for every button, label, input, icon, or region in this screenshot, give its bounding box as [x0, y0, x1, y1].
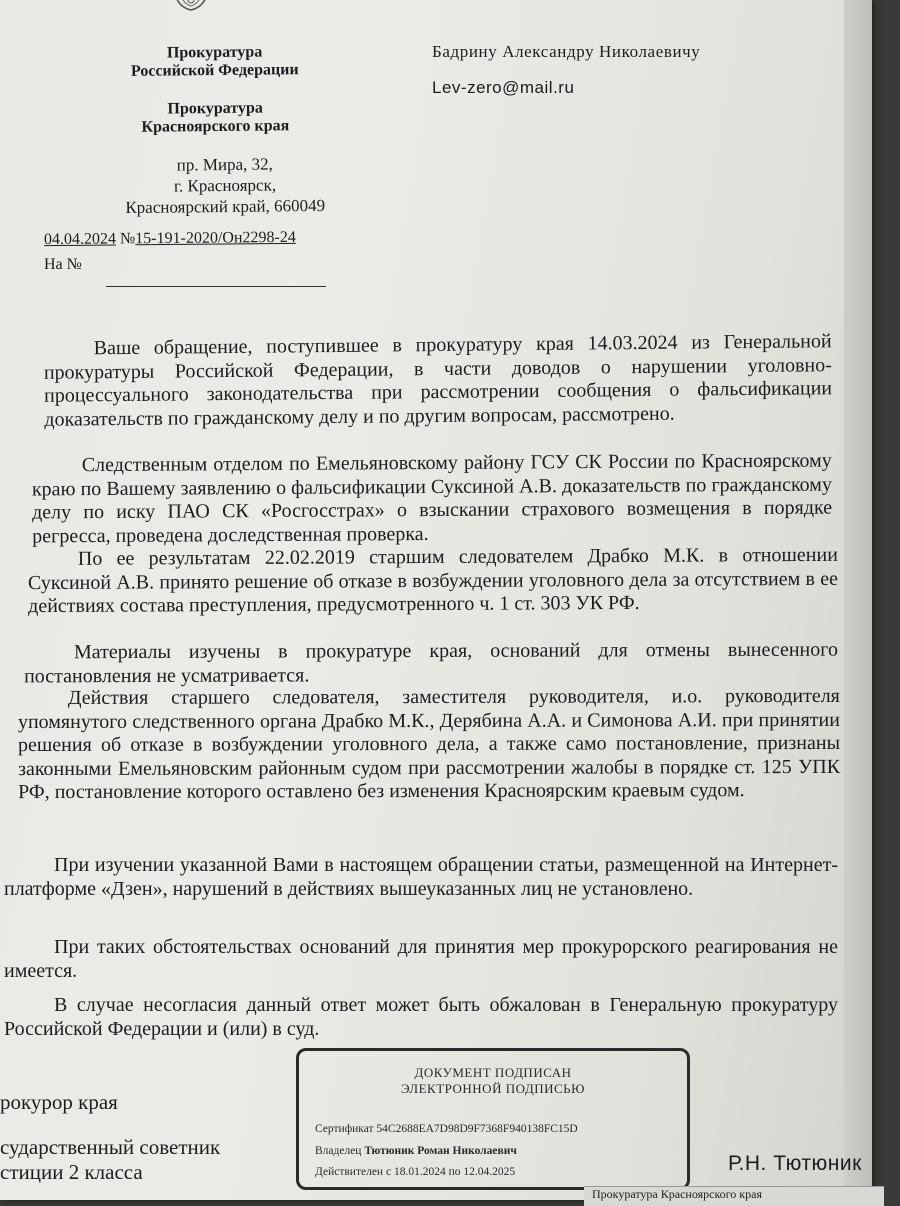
e-signature-stamp [296, 1048, 690, 1190]
address-line2: г. Красноярск, [173, 175, 277, 196]
recipient-name: Бадрину Александру Николаевичу [432, 42, 701, 61]
stamp-certificate: Сертификат 54C2688EA7D98D9F7368F940138FC15D [315, 1123, 578, 1135]
sender-address [80, 152, 371, 218]
body-paragraph: Ваше обращение, поступившее в прокуратуру края 14.03.2024 из Генеральной прокуратуры Российской Федерации, в части доводов о нарушении уголовно-процессуального законодательства при рассмотрении сообщения о фальсификации доказательств по гражданскому делу и по другим вопросам, рассмотрено. [43, 330, 833, 431]
recipient-email: Lev-zero@mail.ru [432, 78, 575, 97]
address-line3: Красноярский край, 660049 [125, 195, 326, 218]
signer-name: Р.Н. Тютюник [728, 1152, 862, 1175]
signatory-position: рокурор края [0, 1090, 118, 1114]
sender-org1-line2: Российской Федерации [130, 61, 299, 80]
emblem-icon [166, 0, 216, 28]
registration-line [44, 229, 296, 249]
stamp-line1: ДОКУМЕНТ ПОДПИСАН [414, 1065, 572, 1080]
sender-org2-line1: Прокуратура [167, 99, 263, 118]
signatory-rank-line1: сударственный советник [0, 1135, 221, 1159]
body-paragraph: Следственным отделом по Емельяновскому району ГСУ СК России по Красноярскому краю по Вашему заявлению о фальсификации Суксиной А.В. доказательств по гражданскому делу по иску ПАО СК «Росгосстрах» о взыскании страхового возмещения в порядке регресса, проведена доследственная проверка. [31, 449, 833, 547]
body-paragraph: В случае несогласия данный ответ может быть обжалован в Генеральную прокуратуру Российской Федерации и (или) в суд. [4, 994, 838, 1040]
body-paragraph: При таких обстоятельствах оснований для принятия мер прокурорского реагирования не имеется. [4, 936, 838, 982]
registration-number-prefix: № [119, 230, 136, 248]
reference-label: На № [44, 256, 82, 273]
body-paragraph: Материалы изучены в прокуратуре края, оснований для отмены вынесенного постановления не усматривается. [24, 638, 838, 687]
sender-block [80, 43, 351, 138]
stamp-owner: Владелец Тютюник Роман Николаевич [315, 1145, 517, 1157]
body-paragraph: По ее результатам 22.02.2019 старшим следователем Драбко М.К. в отношении Суксиной А.В. принято решение об отказе в возбуждении уголовного дела за отсутствием в ее действиях состава преступления, предусмотренного ч. 1 ст. 303 УК РФ. [27, 543, 839, 618]
sheet-edge-shadow [844, 0, 872, 1200]
stamp-line2: ЭЛЕКТРОННОЙ ПОДПИСЬЮ [401, 1081, 585, 1096]
signatory-rank-line2: стиции 2 класса [0, 1160, 143, 1184]
registration-number: 15-191-2020/Он2298-24 [135, 228, 296, 248]
address-line1: пр. Мира, 32, [176, 154, 273, 175]
reference-blank-line [106, 286, 326, 287]
registration-date: 04.04.2024 [43, 230, 117, 249]
body-paragraph: При изучении указанной Вами в настоящем обращении статьи, размещенной на Интернет-платформе «Дзен», нарушений в действиях вышеуказанных лиц не установлено. [4, 854, 838, 900]
stamp-validity: Действителен с 18.01.2024 по 12.04.2025 [315, 1166, 516, 1178]
sender-org1-line1: Прокуратура [166, 43, 263, 62]
underlying-sheet-footer: Прокуратура Красноярского края [584, 1186, 884, 1206]
sender-org2-line2: Красноярского края [141, 117, 290, 136]
body-paragraph: Действия старшего следователя, заместителя руководителя, и.о. руководителя упомянутого следственного органа Драбко М.К., Дерябина А.А. и Симонова А.И. при принятии решения об отказе в возбуждении уголовного дела, а также само постановление, признаны законными Емельяновским районным судом при рассмотрении жалобы в порядке ст. 125 УПК РФ, постановление которого оставлено без изменения Красноярским краевым судом. [17, 684, 841, 804]
